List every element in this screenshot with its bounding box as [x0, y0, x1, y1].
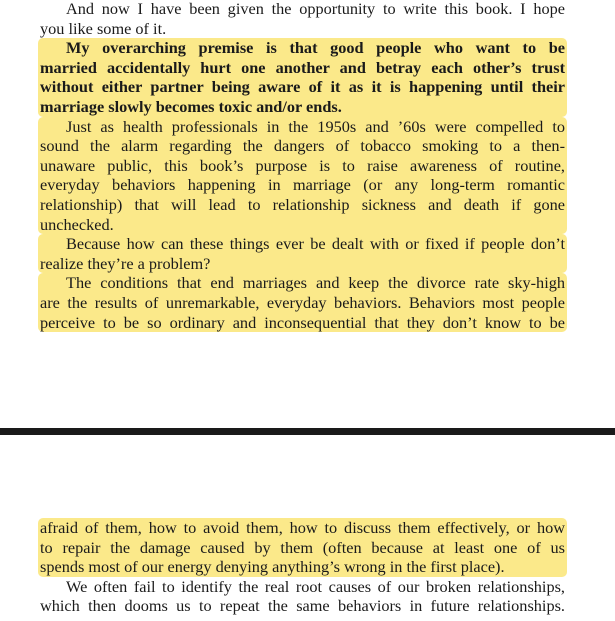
text-line: afraid of them, how to avoid them, how to discuss them effectively, or how: [40, 518, 565, 537]
text-line: realize they’re a problem?: [40, 253, 211, 273]
paragraph-1: [40, 0, 565, 38]
text-line: We often fail to identify the real root causes of our broken relationships,: [66, 576, 565, 596]
page-divider: [0, 428, 615, 435]
text-line: marriage slowly becomes toxic and/or ends.: [40, 96, 342, 116]
bottom-page: [40, 518, 565, 616]
highlighted-premise-paragraph[interactable]: [38, 38, 567, 116]
highlighted-paragraph-5-continued[interactable]: [38, 518, 567, 577]
text-line: married accidentally hurt one another and betray each other’s trust: [40, 57, 565, 77]
text-line: without either partner being aware of it as it is happening until their: [40, 77, 565, 97]
text-line: sound the alarm regarding the dangers of tobacco smoking to a then-: [40, 136, 565, 156]
text-line: unchecked.: [40, 214, 114, 234]
text-line: unaware public, this book’s purpose is to raise awareness of routine,: [40, 155, 565, 175]
text-line: Just as health professionals in the 1950s and ’60s were compelled to: [66, 116, 565, 136]
text-line: to repair the damage caused by them (often because at least one of us: [40, 537, 565, 557]
text-line: perceive to be so ordinary and inconsequential that they don’t know to be: [40, 312, 565, 332]
text-line: spends most of our energy denying anything’s wrong in the first place).: [40, 557, 505, 577]
text-line: Because how can these things ever be dealt with or fixed if people don’t: [66, 234, 565, 254]
text-line: relationship) that will lead to relationship sickness and death if gone: [40, 194, 565, 214]
text-line: My overarching premise is that good people who want to be: [66, 38, 565, 58]
highlighted-paragraph-4[interactable]: [38, 234, 567, 273]
text-line: are the results of unremarkable, everyday behaviors. Behaviors most people: [40, 292, 565, 312]
text-line: everyday behaviors happening in marriage (or any long-term romantic: [40, 175, 565, 195]
paragraph-6: [40, 577, 565, 616]
text-line: which then dooms us to repeat the same behaviors in future relationships.: [40, 596, 565, 616]
top-page: [40, 0, 565, 332]
text-line: The conditions that end marriages and keep the divorce rate sky-high: [66, 273, 565, 293]
text-line: you like some of it.: [40, 18, 167, 38]
highlighted-paragraph-3[interactable]: [38, 117, 567, 235]
text-line: And now I have been given the opportunity to write this book. I hope: [66, 0, 565, 18]
highlighted-paragraph-5[interactable]: [38, 273, 567, 332]
